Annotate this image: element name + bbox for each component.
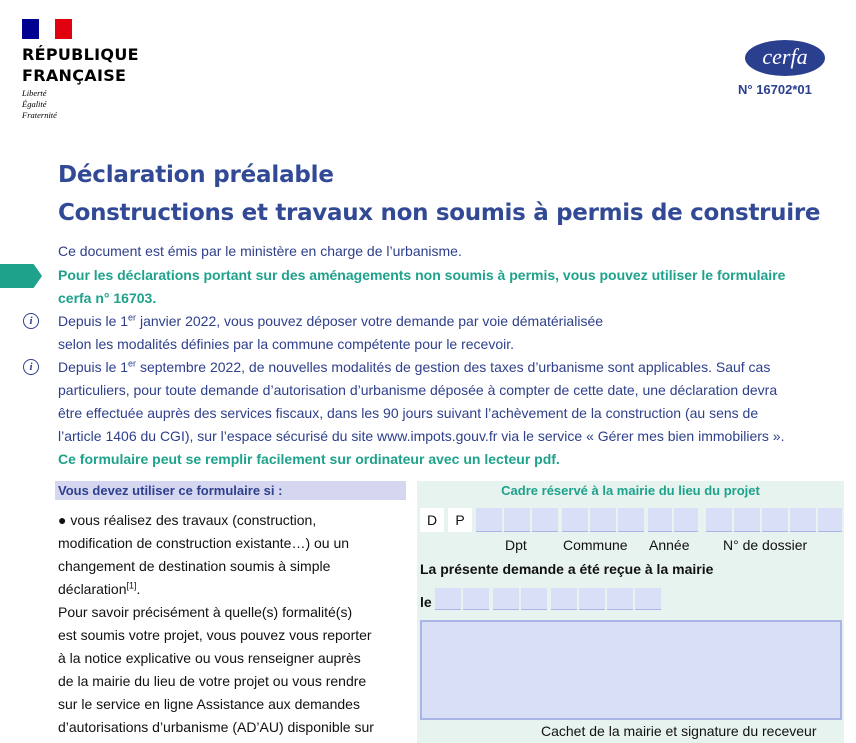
stamp-label: Cachet de la mairie et signature du receveur bbox=[541, 723, 817, 739]
dossier-digit-field[interactable] bbox=[790, 508, 816, 532]
usage-conditions-text: ● vous réalisez des travaux (construction, modification de construction existante…) ou un changement de destination soumis à simple déclaration[1]. Pour savoir précisément à quelle(s) formalité(s) est soumis votre projet, vous pouvez vous reporter à la notice explicative ou vous renseigner auprès de la mairie du lieu de votre projet ou vous rendre sur le service en ligne Assistance aux demandes d’autorisations d’urbanisme (AD’AU) disponible sur bbox=[58, 512, 374, 735]
dossier-digit-field[interactable] bbox=[734, 508, 760, 532]
commune-digit-field[interactable] bbox=[562, 508, 588, 532]
annee-digit-field[interactable] bbox=[674, 508, 698, 532]
info-dematerialisation-line1: Depuis le 1er janvier 2022, vous pouvez déposer votre demande par voie dématérialisée bbox=[58, 312, 604, 329]
dossier-digit-field[interactable] bbox=[706, 508, 732, 532]
info-taxes-line4: l’article 1406 du CGI), sur l’espace sécurisé du site www.impots.gouv.fr via le service « Gérer mes bien immobiliers ». bbox=[58, 428, 785, 444]
info-dematerialisation-line2: selon les modalités définies par la commune compétente pour le recevoir. bbox=[58, 336, 515, 352]
mairie-reserved-box bbox=[417, 481, 844, 743]
republique-flag-logo bbox=[22, 19, 72, 39]
info-icon: i bbox=[23, 313, 39, 329]
notice-text-line1: Pour les déclarations portant sur des aménagements non soumis à permis, vous pouvez utiliser le formulaire bbox=[58, 267, 786, 283]
cerfa-number: N° 16702*01 bbox=[738, 82, 812, 97]
date-digit-field[interactable] bbox=[551, 588, 577, 610]
dpt-digit-field[interactable] bbox=[476, 508, 502, 532]
commune-label: Commune bbox=[563, 537, 628, 553]
dpt-label: Dpt bbox=[505, 537, 527, 553]
annee-label: Année bbox=[649, 537, 690, 553]
info-taxes-line1: Depuis le 1er septembre 2022, de nouvelles modalités de gestion des taxes d’urbanisme sont applicables. Sauf cas bbox=[58, 358, 771, 375]
received-label: La présente demande a été reçue à la mairie bbox=[420, 561, 714, 577]
annee-digit-field[interactable] bbox=[648, 508, 672, 532]
usage-conditions-heading: Vous devez utiliser ce formulaire si : bbox=[55, 481, 406, 500]
date-digit-field[interactable] bbox=[493, 588, 519, 610]
commune-digit-field[interactable] bbox=[590, 508, 616, 532]
date-digit-field[interactable] bbox=[579, 588, 605, 610]
cerfa-logo: cerfa bbox=[745, 40, 825, 76]
issued-by-text: Ce document est émis par le ministère en charge de l’urbanisme. bbox=[58, 243, 462, 259]
mairie-reserved-heading: Cadre réservé à la mairie du lieu du projet bbox=[501, 483, 760, 498]
footnote-link[interactable]: [1] bbox=[126, 580, 137, 591]
notice-text-line2: cerfa n° 16703. bbox=[58, 290, 157, 306]
date-digit-field[interactable] bbox=[521, 588, 547, 610]
dossier-digit-field[interactable] bbox=[762, 508, 788, 532]
info-taxes-line3: être effectuée auprès des services fiscaux, dans les 90 jours suivant l’achèvement de la construction (au sens de bbox=[58, 405, 759, 421]
dossier-digit-field[interactable] bbox=[818, 508, 842, 532]
prefix-d: D bbox=[420, 508, 444, 532]
date-digit-field[interactable] bbox=[435, 588, 461, 610]
notice-arrow-icon bbox=[0, 264, 42, 288]
date-digit-field[interactable] bbox=[635, 588, 661, 610]
republique-motto: Liberté Égalité Fraternité bbox=[22, 88, 57, 120]
date-digit-field[interactable] bbox=[607, 588, 633, 610]
info-taxes-line2: particuliers, pour toute demande d’autorisation d’urbanisme déposée à compter de cette date, une déclaration devra bbox=[58, 382, 778, 398]
date-digit-field[interactable] bbox=[463, 588, 489, 610]
date-label: le bbox=[420, 594, 432, 610]
dossier-label: N° de dossier bbox=[723, 537, 808, 553]
form-subtitle: Constructions et travaux non soumis à permis de construire bbox=[58, 200, 821, 226]
commune-digit-field[interactable] bbox=[618, 508, 644, 532]
dpt-digit-field[interactable] bbox=[504, 508, 530, 532]
dpt-digit-field[interactable] bbox=[532, 508, 558, 532]
pdf-note: Ce formulaire peut se remplir facilement sur ordinateur avec un lecteur pdf. bbox=[58, 451, 560, 467]
form-title: Déclaration préalable bbox=[58, 162, 334, 188]
mairie-stamp-field[interactable] bbox=[420, 620, 842, 720]
republique-francaise-name: RÉPUBLIQUE FRANÇAISE bbox=[22, 45, 139, 85]
info-icon: i bbox=[23, 359, 39, 375]
prefix-p: P bbox=[448, 508, 472, 532]
